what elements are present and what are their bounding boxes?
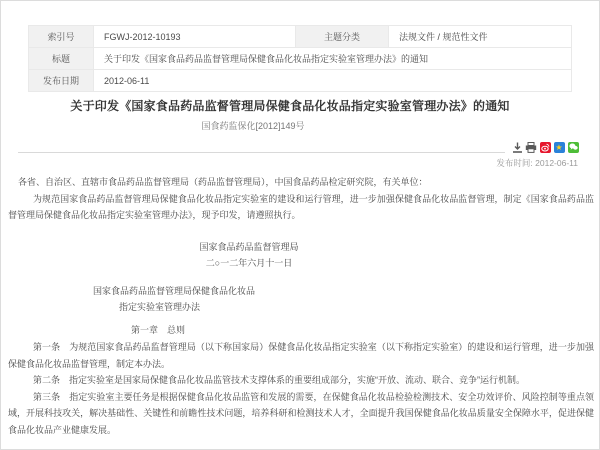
publish-date-label: 发布日期 <box>29 70 94 92</box>
issue-paragraph: 为规范国家食品药品监督管理局保健食品化妆品指定实验室的建设和运行管理，进一步加强保健食品化妆品监督管理，制定《国家食品药品监督管理局保健食品化妆品指定实验室管理办法》，现予印发，请遵照执行。 <box>8 193 594 220</box>
weibo-share-icon <box>540 142 551 153</box>
article-2-paragraph: 第二条 指定实验室是国家局保健食品化妆品监管技术支撑体系的重要组成部分，实施“开放、流动、联合、竞争”运行机制。 <box>33 375 525 385</box>
category-value: 法规文件 / 规范性文件 <box>389 26 572 48</box>
download-icon <box>512 142 523 153</box>
publish-time-text: 发布时间: 2012-06-11 <box>496 158 578 168</box>
share-wechat-button[interactable] <box>567 141 579 153</box>
category-label: 主题分类 <box>296 26 389 48</box>
article-1-paragraph: 第一条 为规范国家食品药品监督管理局（以下称国家局）保健食品化妆品指定实验室（以下称指定实验室）的建设和运行管理，进一步加强保健食品化妆品监督管理，制定本办法。 <box>8 342 594 369</box>
article-3-paragraph: 第三条 指定实验室主要任务是根据保健食品化妆品监管和发展的需要，在保健食品化妆品检验检测技术、安全功效评价、风险控制等重点领域，开展科技攻关，解决基础性、关键性和前瞻性技术问题，培养科研和检测技术人才，全面提升我国保健食品化妆品质量安全保障水平，促进保健食品化妆品产业健康发展。 <box>8 391 594 435</box>
download-button[interactable] <box>511 141 523 153</box>
title-label: 标题 <box>29 48 94 70</box>
share-qzone-button[interactable] <box>553 141 565 153</box>
signature-agency: 国家食品药品监督管理局 <box>199 241 299 252</box>
share-toolbar <box>0 140 600 153</box>
chapter-heading: 第一章 总则 <box>131 324 186 335</box>
table-row <box>29 48 572 70</box>
title-value: 关于印发《国家食品药品监督管理局保健食品化妆品指定实验室管理办法》的通知 <box>94 48 572 70</box>
attachment-title-line1: 国家食品药品监督管理局保健食品化妆品 <box>93 285 256 296</box>
document-body <box>0 174 600 438</box>
print-icon <box>525 142 537 153</box>
signature-block <box>0 239 542 272</box>
qzone-share-icon: ★ <box>555 142 563 152</box>
attachment-title-line2: 指定实验室管理办法 <box>119 302 201 312</box>
index-number-value: FGWJ-2012-10193 <box>94 26 296 48</box>
publish-date-value: 2012-06-11 <box>94 70 572 92</box>
divider <box>18 141 505 153</box>
print-button[interactable] <box>525 141 537 153</box>
signature-date: 二○一二年六月十一日 <box>205 258 293 268</box>
metadata-table <box>28 25 572 92</box>
share-weibo-button[interactable] <box>539 141 551 153</box>
table-row <box>29 70 572 92</box>
table-row <box>29 26 572 48</box>
attachment-title-block <box>8 283 594 316</box>
page-title: 关于印发《国家食品药品监督管理局保健食品化妆品指定实验室管理办法》的通知 <box>70 99 510 113</box>
salutation-line: 各省、自治区、直辖市食品药品监督管理局（药品监督管理局），中国食品药品检定研究院，有关单位： <box>18 177 428 187</box>
index-number-label: 索引号 <box>29 26 94 48</box>
wechat-share-icon <box>568 142 579 153</box>
document-number: 国食药监保化[2012]149号 <box>201 121 305 131</box>
